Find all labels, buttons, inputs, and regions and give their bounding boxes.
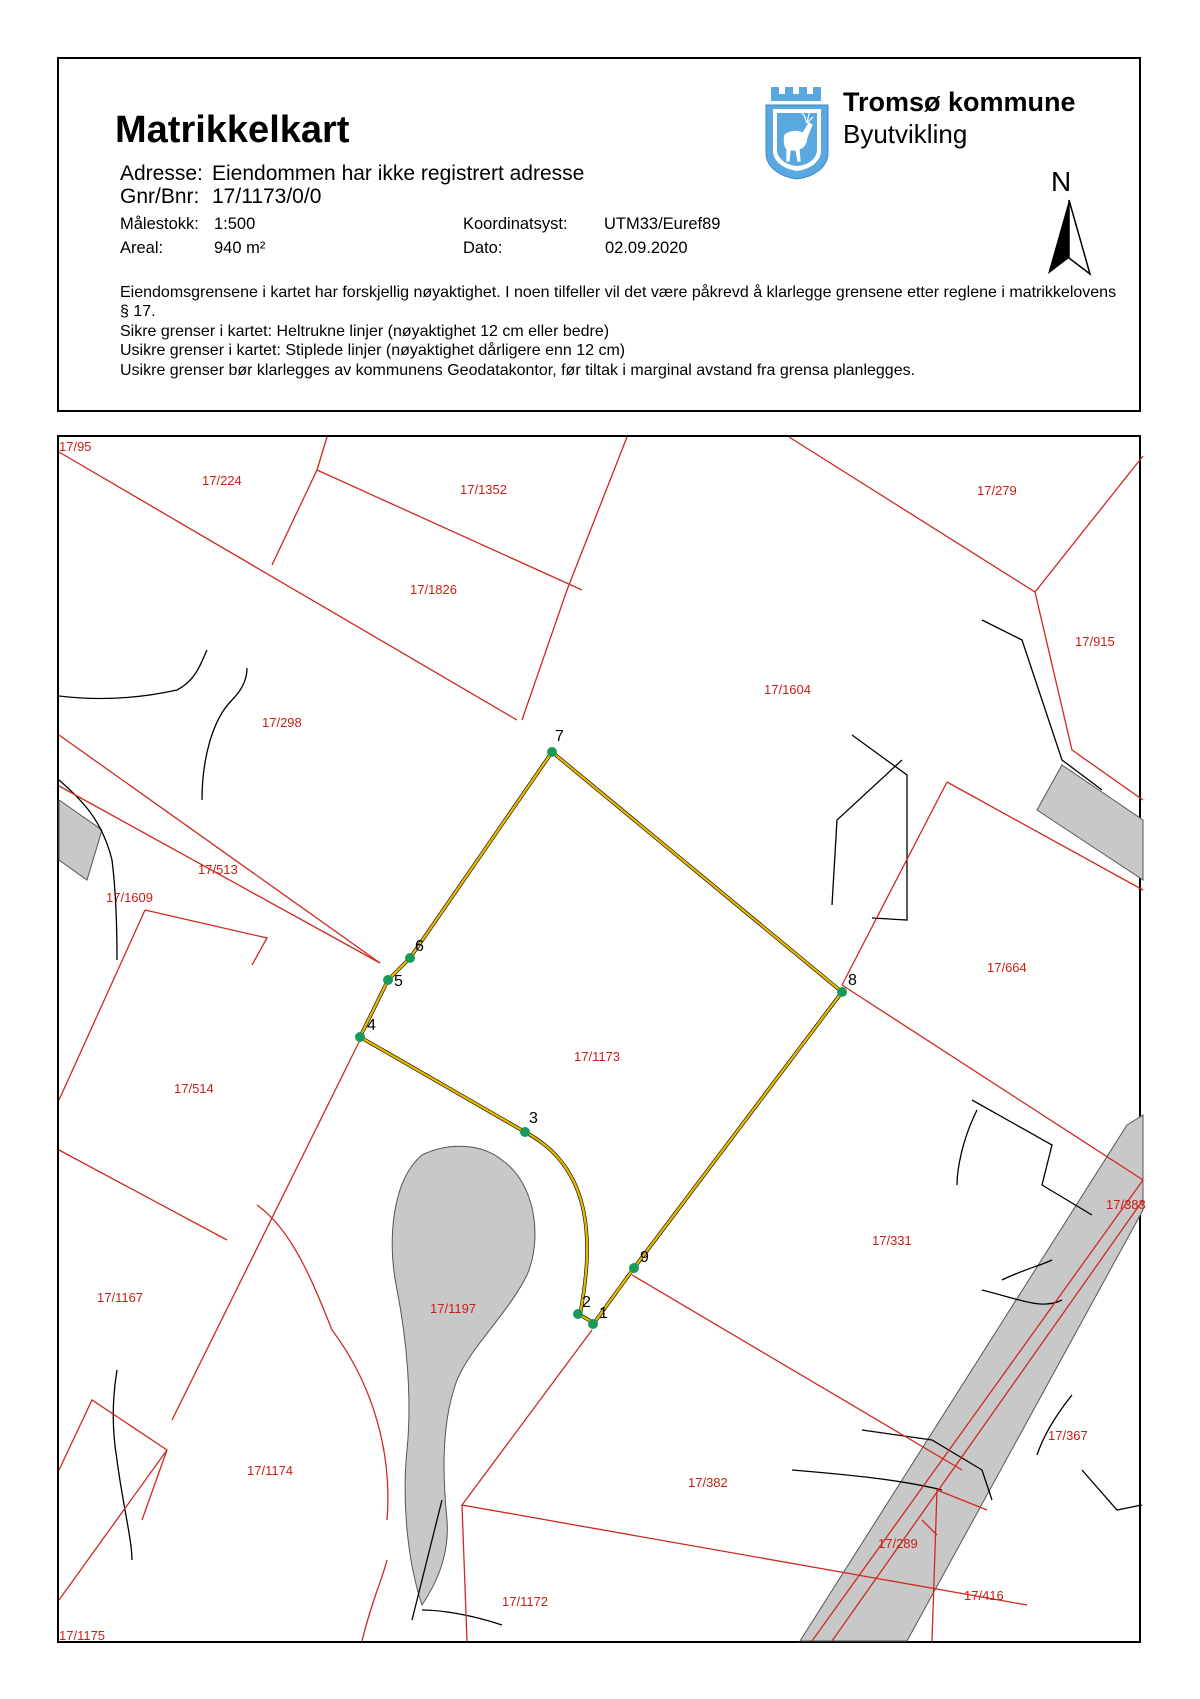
coordsys-label: Koordinatsyst: — [463, 215, 568, 233]
date-label: Dato: — [463, 239, 503, 257]
parcel-label-17-1604: 17/1604 — [764, 682, 811, 697]
point-marker-5 — [383, 975, 393, 985]
point-marker-1 — [588, 1319, 598, 1329]
parcel-label-17-224: 17/224 — [202, 473, 242, 488]
parcel-label-17-1197: 17/1197 — [430, 1301, 477, 1316]
point-marker-3 — [520, 1127, 530, 1137]
north-label: N — [1051, 166, 1072, 197]
parcel-label-17-289: 17/289 — [878, 1536, 918, 1551]
address-label: Adresse: — [120, 162, 203, 185]
point-label-5: 5 — [394, 973, 403, 990]
parcel-label-17-1174: 17/1174 — [247, 1463, 294, 1478]
parcel-label-17-1167: 17/1167 — [97, 1290, 144, 1305]
parcel-label-17-664: 17/664 — [987, 960, 1027, 975]
point-label-7: 7 — [555, 728, 564, 745]
area-label: Areal: — [120, 239, 164, 257]
note-sure: Sikre grenser i kartet: Heltrukne linjer (nøyaktighet 12 cm eller bedre) — [120, 323, 610, 340]
parcel-label-17-416: 17/416 — [964, 1588, 1004, 1603]
municipality-name: Tromsø kommune — [843, 87, 1076, 117]
parcel-label-17-1172: 17/1172 — [502, 1594, 549, 1609]
north-arrow-icon — [1046, 198, 1092, 276]
coordsys-value: UTM33/Euref89 — [604, 215, 721, 233]
point-label-3: 3 — [529, 1110, 538, 1127]
parcel-label-17-1173: 17/1173 — [574, 1049, 621, 1064]
parcel-label-17-513: 17/513 — [198, 862, 238, 877]
point-label-2: 2 — [582, 1294, 591, 1311]
scale-value: 1:500 — [214, 215, 256, 233]
note-clarify: Usikre grenser bør klarlegges av kommunens Geodatakontor, før tiltak i marginal avstand fra grensa planlegges. — [120, 362, 916, 379]
point-marker-8 — [837, 987, 847, 997]
address-value: Eiendommen har ikke registrert adresse — [212, 162, 585, 185]
note-accuracy: Eiendomsgrensene i kartet har forskjellig nøyaktighet. I noen tilfeller vil det være påkrevd å klarlegge grensene etter reglene i matrikkelovens § 17. — [120, 284, 1117, 320]
map-title: Matrikkelkart — [115, 109, 350, 151]
coat-of-arms-icon — [763, 83, 831, 183]
road-band-southeast — [800, 1115, 1143, 1641]
point-label-8: 8 — [848, 972, 857, 989]
area-value: 940 m² — [214, 239, 266, 257]
parcel-label-17-382: 17/382 — [688, 1475, 728, 1490]
point-marker-9 — [629, 1263, 639, 1273]
gnr-label: Gnr/Bnr: — [120, 185, 200, 208]
cadastral-map[interactable] — [59, 437, 1146, 1643]
grey-areas — [59, 765, 1143, 1641]
point-marker-4 — [355, 1032, 365, 1042]
map-frame — [57, 435, 1146, 1643]
parcel-label-17-367: 17/367 — [1048, 1428, 1088, 1443]
point-label-9: 9 — [640, 1249, 649, 1266]
scale-label: Målestokk: — [120, 215, 199, 233]
point-label-6: 6 — [415, 938, 424, 955]
parcel-label-17-1609: 17/1609 — [106, 890, 153, 905]
road-band-east — [1037, 765, 1143, 880]
parcel-label-17-514: 17/514 — [174, 1081, 214, 1096]
point-marker-7 — [547, 747, 557, 757]
point-label-1: 1 — [599, 1305, 608, 1322]
department-name: Byutvikling — [843, 119, 968, 149]
point-marker-6 — [405, 953, 415, 963]
road-band-west — [59, 800, 102, 880]
parcel-label-17-279: 17/279 — [977, 483, 1017, 498]
note-unsure: Usikre grenser i kartet: Stiplede linjer (nøyaktighet dårligere enn 12 cm) — [120, 342, 626, 359]
point-label-4: 4 — [367, 1017, 376, 1034]
parcel-label-17-95: 17/95 — [59, 439, 92, 454]
parcel-label-17-383: 17/383 — [1106, 1197, 1146, 1212]
gnr-value: 17/1173/0/0 — [212, 185, 322, 208]
parcel-label-17-298: 17/298 — [262, 715, 302, 730]
parcel-label-17-1352: 17/1352 — [460, 482, 507, 497]
header-panel — [57, 57, 1141, 412]
parcel-label-17-1826: 17/1826 — [410, 582, 457, 597]
parcel-label-17-915: 17/915 — [1075, 634, 1115, 649]
parcel-label-17-331: 17/331 — [872, 1233, 912, 1248]
date-value: 02.09.2020 — [605, 239, 688, 257]
parcel-label-17-1175: 17/1175 — [59, 1628, 106, 1643]
